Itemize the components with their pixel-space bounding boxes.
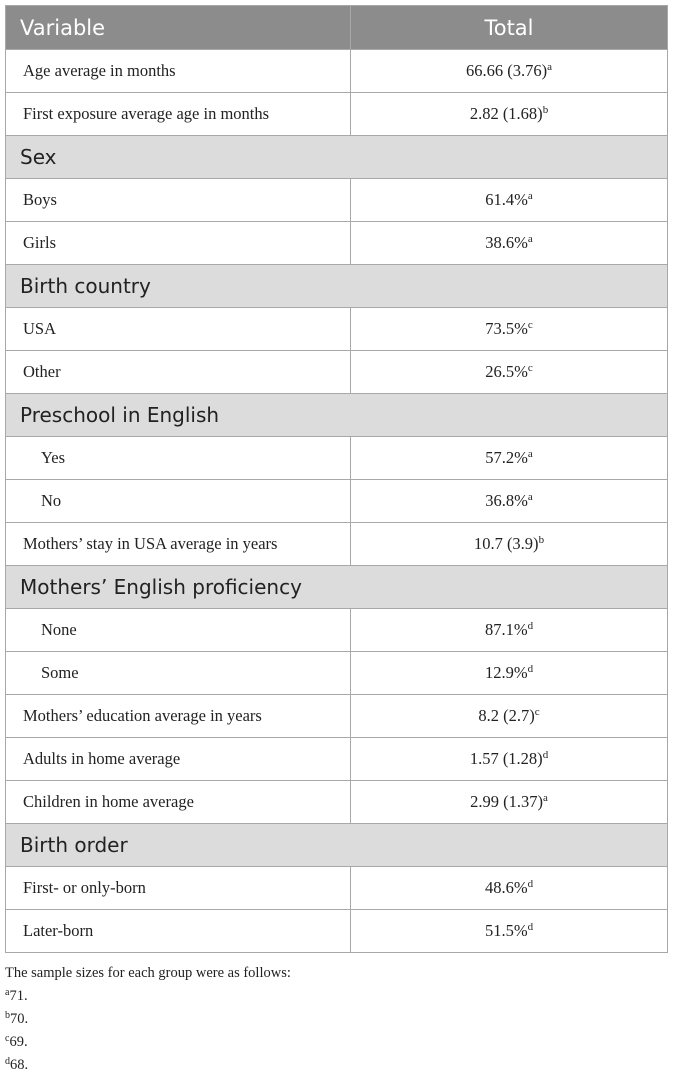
total-value-cell [351, 222, 668, 265]
variable-label: Age average in months [6, 50, 351, 93]
total-value: 73.5% [485, 319, 528, 338]
total-value: 2.82 (1.68) [469, 104, 543, 123]
table-row [6, 910, 668, 953]
variable-label: First- or only-born [6, 867, 351, 910]
variable-label: Boys [6, 179, 351, 222]
footnote-mark: b [5, 1010, 10, 1021]
section-label: Sex [6, 136, 668, 179]
footnote-text: 69. [9, 1034, 28, 1050]
footnote-list [5, 985, 667, 1077]
sample-size-note-marker: b [542, 104, 549, 116]
total-value: 61.4% [485, 190, 528, 209]
total-value-cell [351, 437, 668, 480]
footnote-item [5, 1054, 667, 1077]
sample-size-note-marker: d [527, 663, 534, 675]
total-value-cell [351, 308, 668, 351]
column-header-variable: Variable [6, 6, 351, 50]
footnote-text: 70. [10, 1011, 29, 1027]
variable-label: Mothers’ stay in USA average in years [6, 523, 351, 566]
sample-size-note-marker: d [527, 878, 534, 890]
total-value-cell [351, 351, 668, 394]
sample-size-note-marker: a [527, 448, 533, 460]
total-value: 2.99 (1.37) [470, 792, 543, 811]
section-header-row [6, 136, 668, 179]
sample-size-note-marker: d [527, 921, 534, 933]
table-footnotes [5, 962, 667, 1077]
footnote-item [5, 985, 667, 1008]
column-header-total: Total [351, 6, 668, 50]
footnote-text: 71. [9, 988, 28, 1004]
sample-size-note-marker: a [527, 491, 533, 503]
table-row [6, 781, 668, 824]
section-label: Birth order [6, 824, 668, 867]
table-row [6, 738, 668, 781]
sample-size-note-marker: d [542, 749, 549, 761]
table-row [6, 93, 668, 136]
variable-label: USA [6, 308, 351, 351]
sample-size-note-marker: a [547, 61, 552, 73]
total-value-cell [351, 867, 668, 910]
table-row [6, 695, 668, 738]
total-value: 26.5% [485, 362, 528, 381]
table-row [6, 179, 668, 222]
sample-size-note-marker: c [527, 362, 533, 374]
total-value-cell [351, 695, 668, 738]
total-value-cell [351, 179, 668, 222]
footnote-mark: c [5, 1033, 10, 1044]
total-value-cell [351, 738, 668, 781]
variable-label: Other [6, 351, 351, 394]
total-value: 1.57 (1.28) [469, 749, 543, 768]
variable-label: Yes [6, 437, 351, 480]
sample-size-note-marker: a [527, 233, 533, 245]
variable-label: None [6, 609, 351, 652]
table-row [6, 652, 668, 695]
table-row [6, 523, 668, 566]
total-value-cell [351, 652, 668, 695]
section-header-row [6, 824, 668, 867]
total-value-cell [351, 50, 668, 93]
table-row [6, 437, 668, 480]
table-row [6, 222, 668, 265]
sample-size-note-marker: c [534, 706, 540, 718]
table-row [6, 480, 668, 523]
total-value-cell [351, 93, 668, 136]
footnote-text: 68. [10, 1057, 29, 1073]
sample-size-note-marker: c [527, 319, 533, 331]
total-value: 8.2 (2.7) [478, 706, 535, 725]
total-value: 36.8% [485, 491, 528, 510]
sample-size-note-marker: b [538, 534, 545, 546]
variable-label: No [6, 480, 351, 523]
footnote-mark: a [5, 987, 10, 998]
variable-label: Some [6, 652, 351, 695]
section-header-row [6, 566, 668, 609]
total-value: 38.6% [485, 233, 528, 252]
variable-label: Children in home average [6, 781, 351, 824]
total-value-cell [351, 480, 668, 523]
variable-label: Later-born [6, 910, 351, 953]
table-row [6, 308, 668, 351]
footnote-intro: The sample sizes for each group were as follows: [5, 965, 291, 981]
section-label: Preschool in English [6, 394, 668, 437]
total-value: 66.66 (3.76) [465, 61, 548, 80]
footnote-item [5, 1008, 667, 1031]
section-header-row [6, 265, 668, 308]
total-value: 51.5% [484, 921, 528, 940]
table-header-row [6, 6, 668, 50]
total-value: 10.7 (3.9) [473, 534, 539, 553]
total-value-cell [351, 523, 668, 566]
variable-label: Adults in home average [6, 738, 351, 781]
variable-label: Mothers’ education average in years [6, 695, 351, 738]
total-value: 12.9% [484, 663, 528, 682]
total-value: 48.6% [484, 878, 528, 897]
sample-size-note-marker: d [527, 620, 534, 632]
total-value-cell [351, 781, 668, 824]
table-body [6, 50, 668, 953]
table-row [6, 50, 668, 93]
section-label: Birth country [6, 265, 668, 308]
table-row [6, 609, 668, 652]
total-value: 57.2% [485, 448, 528, 467]
demographics-table [5, 5, 668, 953]
footnote-item [5, 1031, 667, 1054]
footnote-mark: d [5, 1056, 10, 1067]
sample-size-note-marker: a [542, 792, 548, 804]
variable-label: Girls [6, 222, 351, 265]
section-header-row [6, 394, 668, 437]
table-row [6, 351, 668, 394]
total-value-cell [351, 609, 668, 652]
total-value-cell [351, 910, 668, 953]
total-value: 87.1% [484, 620, 528, 639]
table-row [6, 867, 668, 910]
section-label: Mothers’ English proficiency [6, 566, 668, 609]
sample-size-note-marker: a [527, 190, 533, 202]
variable-label: First exposure average age in months [6, 93, 351, 136]
